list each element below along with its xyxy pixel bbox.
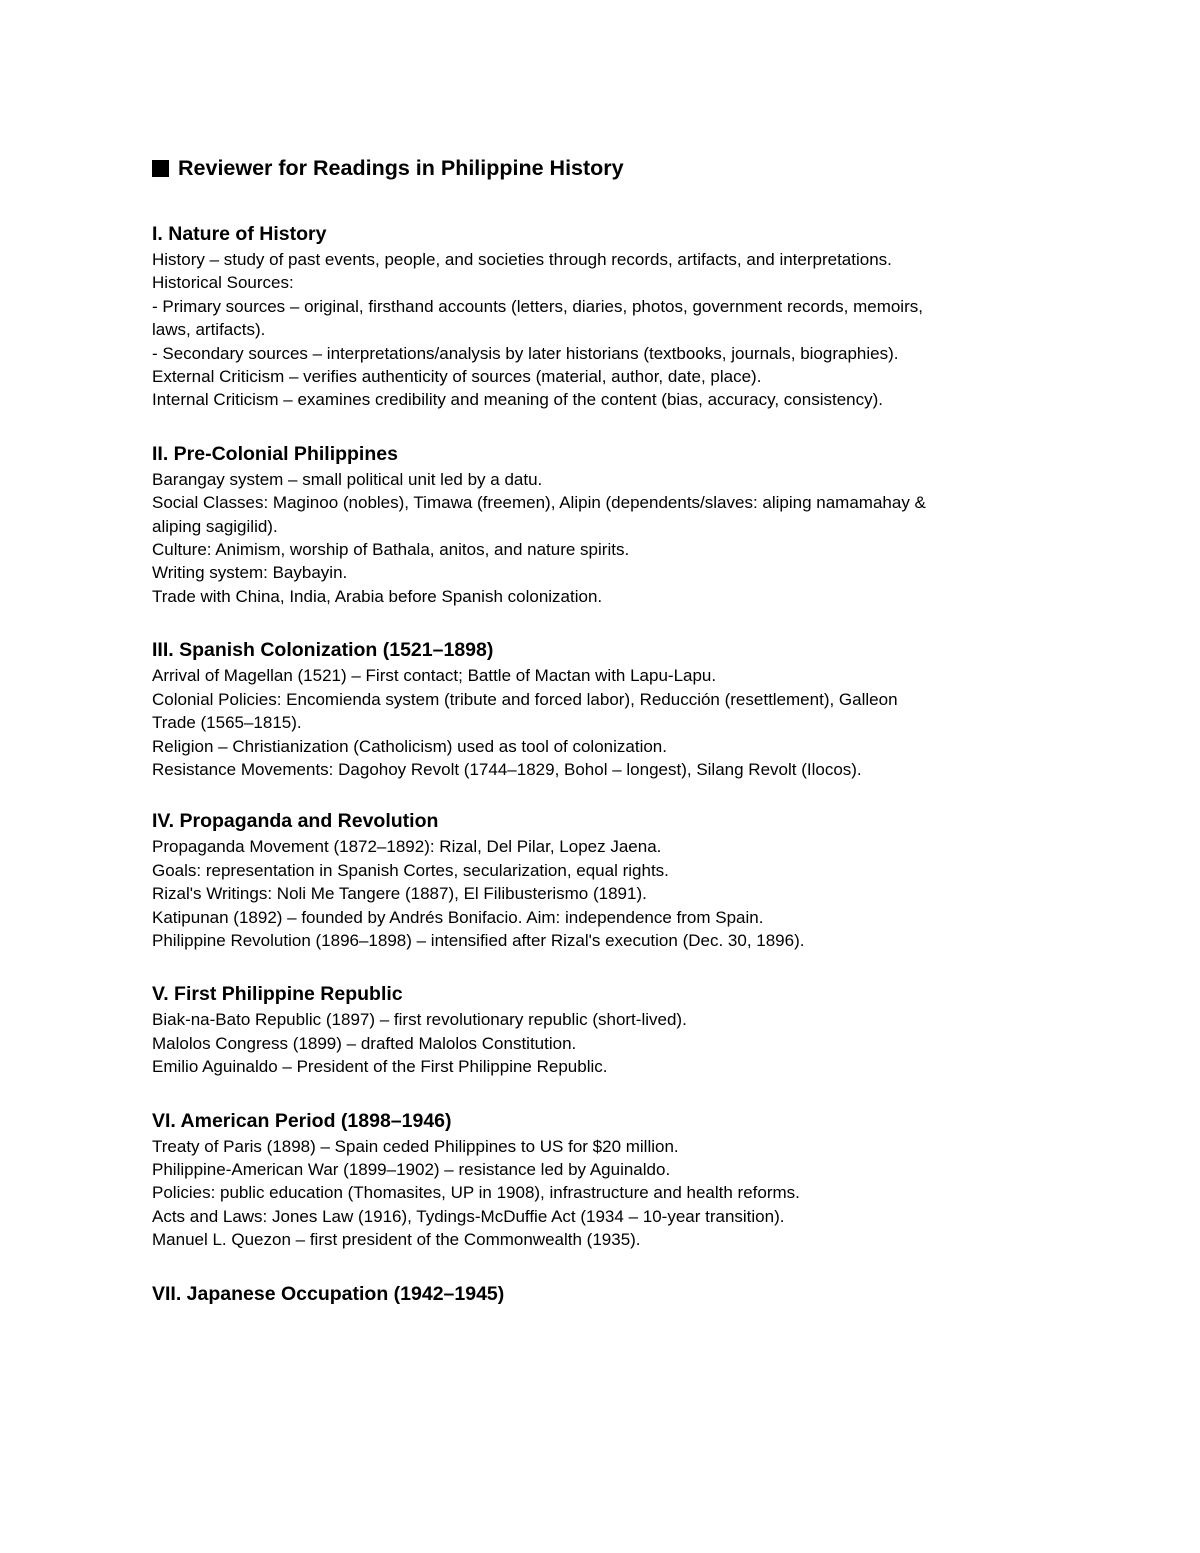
text-line: aliping sagigilid). bbox=[152, 516, 278, 536]
section-heading: III. Spanish Colonization (1521–1898) bbox=[152, 639, 494, 662]
text-line: laws, artifacts). bbox=[152, 320, 266, 340]
text-line: - Secondary sources – interpretations/analysis by later historians (textbooks, journals, biographies). bbox=[152, 343, 899, 363]
text-line: Acts and Laws: Jones Law (1916), Tydings-McDuffie Act (1934 – 10-year transition). bbox=[152, 1206, 785, 1226]
text-line: History – study of past events, people, and societies through records, artifacts, and interpretations. bbox=[152, 250, 892, 269]
section-body bbox=[152, 835, 1052, 952]
text-line: Resistance Movements: Dagohoy Revolt (1744–1829, Bohol – longest), Silang Revolt (Ilocos). bbox=[152, 759, 862, 779]
section-body bbox=[152, 468, 1052, 608]
section bbox=[152, 220, 1052, 412]
document-title bbox=[152, 150, 1052, 186]
text-line: External Criticism – verifies authenticity of sources (material, author, date, place). bbox=[152, 367, 762, 387]
section-heading: II. Pre-Colonial Philippines bbox=[152, 442, 398, 465]
text-line: Writing system: Baybayin. bbox=[152, 563, 348, 583]
section bbox=[152, 1280, 1052, 1308]
text-line: Arrival of Magellan (1521) – First contact; Battle of Mactan with Lapu-Lapu. bbox=[152, 666, 717, 686]
text-line: Malolos Congress (1899) – drafted Malolos Constitution. bbox=[152, 1033, 577, 1053]
document-title-text: Reviewer for Readings in Philippine History bbox=[178, 155, 624, 180]
section-body bbox=[152, 1135, 1052, 1252]
text-line: Treaty of Paris (1898) – Spain ceded Philippines to US for $20 million. bbox=[152, 1136, 679, 1156]
section-heading: VII. Japanese Occupation (1942–1945) bbox=[152, 1282, 505, 1305]
text-line: Policies: public education (Thomasites, UP in 1908), infrastructure and health reforms. bbox=[152, 1183, 800, 1203]
section-heading: I. Nature of History bbox=[152, 223, 327, 245]
text-line: Trade with China, India, Arabia before Spanish colonization. bbox=[152, 586, 603, 606]
section bbox=[152, 1107, 1052, 1252]
document-page bbox=[152, 150, 1052, 1308]
text-line: Colonial Policies: Encomienda system (tribute and forced labor), Reducción (resettlement), Galleon bbox=[152, 689, 898, 709]
section-body bbox=[152, 664, 1052, 781]
text-line: Goals: representation in Spanish Cortes, secularization, equal rights. bbox=[152, 860, 669, 880]
section-body bbox=[152, 248, 1052, 412]
text-line: Trade (1565–1815). bbox=[152, 713, 302, 733]
section bbox=[152, 807, 1052, 952]
black-square-icon bbox=[152, 160, 169, 177]
text-line: Manuel L. Quezon – first president of the Commonwealth (1935). bbox=[152, 1230, 641, 1250]
section bbox=[152, 636, 1052, 781]
text-line: Culture: Animism, worship of Bathala, anitos, and nature spirits. bbox=[152, 540, 630, 560]
text-line: Rizal's Writings: Noli Me Tangere (1887), El Filibusterismo (1891). bbox=[152, 884, 647, 904]
sections-container bbox=[152, 220, 1052, 1308]
section bbox=[152, 440, 1052, 608]
text-line: Philippine-American War (1899–1902) – resistance led by Aguinaldo. bbox=[152, 1159, 671, 1179]
text-line: - Primary sources – original, firsthand accounts (letters, diaries, photos, government records, memoirs, bbox=[152, 296, 923, 316]
section-body bbox=[152, 1008, 1052, 1078]
text-line: Philippine Revolution (1896–1898) – intensified after Rizal's execution (Dec. 30, 1896). bbox=[152, 930, 805, 950]
section bbox=[152, 980, 1052, 1078]
section-heading: VI. American Period (1898–1946) bbox=[152, 1109, 452, 1132]
text-line: Emilio Aguinaldo – President of the First Philippine Republic. bbox=[152, 1057, 608, 1077]
text-line: Barangay system – small political unit led by a datu. bbox=[152, 469, 543, 489]
text-line: Religion – Christianization (Catholicism) used as tool of colonization. bbox=[152, 736, 667, 756]
text-line: Historical Sources: bbox=[152, 273, 294, 293]
text-line: Propaganda Movement (1872–1892): Rizal, Del Pilar, Lopez Jaena. bbox=[152, 837, 662, 857]
section-heading: V. First Philippine Republic bbox=[152, 983, 403, 1006]
text-line: Katipunan (1892) – founded by Andrés Bonifacio. Aim: independence from Spain. bbox=[152, 907, 764, 927]
text-line: Social Classes: Maginoo (nobles), Timawa (freemen), Alipin (dependents/slaves: aliping namamahay & bbox=[152, 493, 926, 513]
section-heading: IV. Propaganda and Revolution bbox=[152, 810, 439, 833]
text-line: Internal Criticism – examines credibility and meaning of the content (bias, accuracy, consistency). bbox=[152, 390, 884, 410]
text-line: Biak-na-Bato Republic (1897) – first revolutionary republic (short-lived). bbox=[152, 1010, 687, 1030]
